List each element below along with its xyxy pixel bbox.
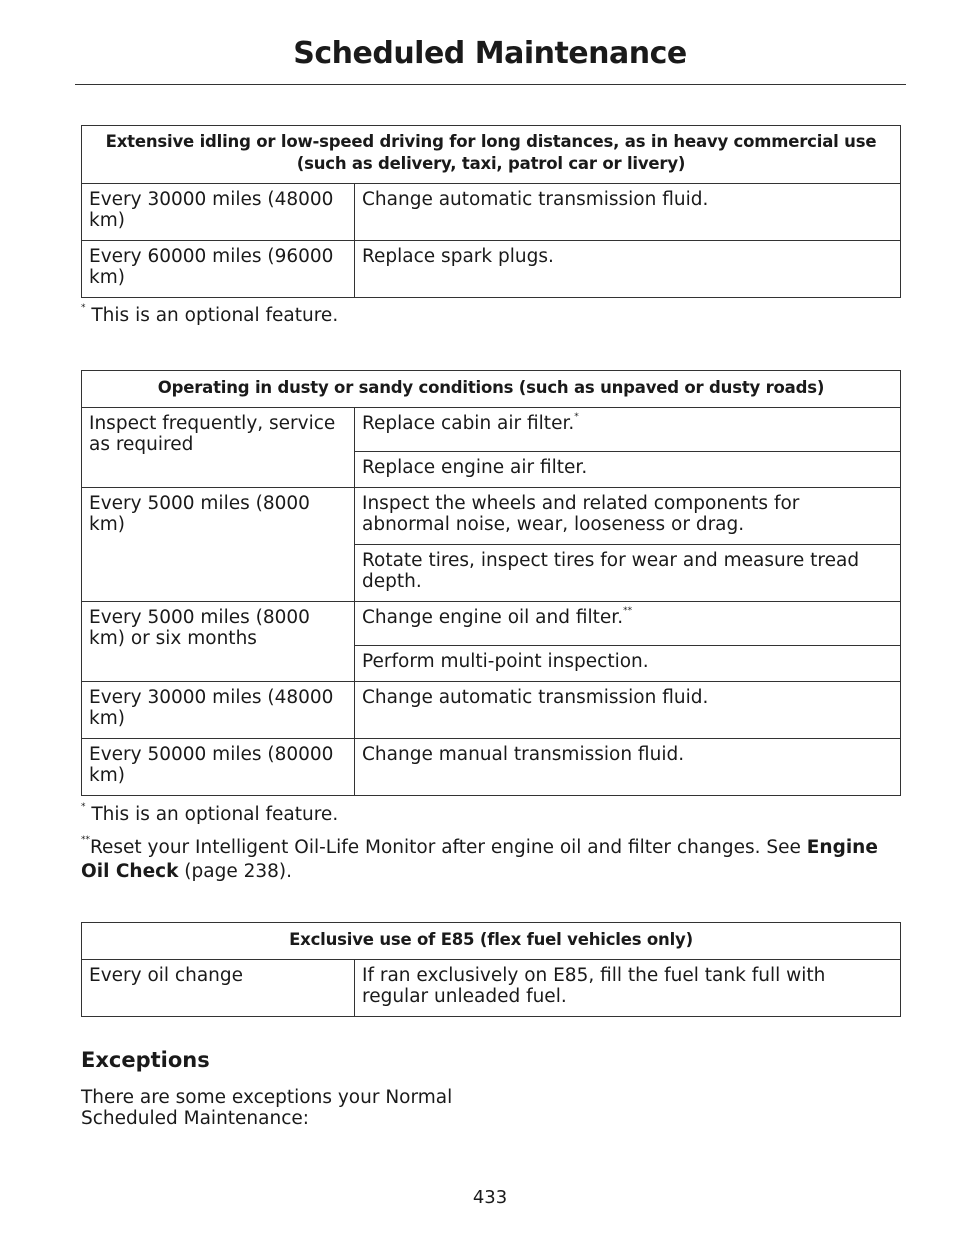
- interval-cell: Every 5000 miles (8000 km) or six months: [82, 602, 355, 682]
- action-cell: Inspect the wheels and related components for abnormal noise, wear, looseness or drag.: [355, 488, 901, 545]
- exceptions-heading: Exceptions: [81, 1048, 210, 1072]
- footnote-mark: *: [81, 802, 86, 812]
- action-text: Replace cabin air filter.: [362, 413, 575, 434]
- action-cell: Rotate tires, inspect tires for wear and measure tread depth.: [355, 545, 901, 602]
- action-cell: If ran exclusively on E85, fill the fuel tank full with regular unleaded fuel.: [355, 960, 901, 1017]
- action-cell: Perform multi-point inspection.: [355, 646, 901, 682]
- interval-cell: Every 5000 miles (8000 km): [82, 488, 355, 602]
- footnote-oil-life-reset: [81, 836, 900, 884]
- exceptions-body: There are some exceptions your Normal Scheduled Maintenance:: [81, 1087, 453, 1129]
- action-cell: Replace engine air filter.: [355, 452, 901, 488]
- action-cell: Change manual transmission fluid.: [355, 739, 901, 796]
- table-row: [82, 241, 901, 298]
- action-cell: Change automatic transmission fluid.: [355, 682, 901, 739]
- table-header: Exclusive use of E85 (flex fuel vehicles only): [82, 923, 901, 960]
- interval-cell: Every 60000 miles (96000 km): [82, 241, 355, 298]
- footnote-mark: **: [623, 606, 633, 616]
- footnote-optional-feature: [81, 803, 900, 827]
- footnote-text: This is an optional feature.: [85, 305, 339, 326]
- action-cell: Change automatic transmission fluid.: [355, 184, 901, 241]
- engine-oil-check-link[interactable]: Engine Oil Check: [81, 837, 878, 882]
- page-title: Scheduled Maintenance: [293, 36, 687, 71]
- table-row: [82, 739, 901, 796]
- interval-cell: Every 30000 miles (48000 km): [82, 184, 355, 241]
- page-reference: (page 238).: [178, 861, 293, 882]
- table-row: [82, 960, 901, 1017]
- table-row: [82, 408, 901, 452]
- footnote-mark: **: [81, 835, 90, 845]
- action-text: Change engine oil and filter.: [362, 607, 624, 628]
- footnote-mark: *: [574, 412, 579, 422]
- interval-cell: Every oil change: [82, 960, 355, 1017]
- table-row: [82, 488, 901, 545]
- footnote-optional-feature: [81, 304, 900, 328]
- title-divider: [75, 84, 906, 85]
- table-row: [82, 602, 901, 646]
- interval-cell: Every 30000 miles (48000 km): [82, 682, 355, 739]
- e85-fuel-table: [81, 922, 901, 1017]
- footnote-mark: *: [81, 303, 86, 313]
- action-cell: [355, 602, 901, 646]
- footnote-text: Reset your Intelligent Oil-Life Monitor after engine oil and filter changes. See: [90, 837, 807, 858]
- table-row: [82, 682, 901, 739]
- action-cell: Replace spark plugs.: [355, 241, 901, 298]
- page-number: 433: [472, 1187, 508, 1208]
- table-header: Extensive idling or low-speed driving for long distances, as in heavy commercial use (such as delivery, taxi, patrol car or livery): [82, 126, 901, 184]
- footnote-text: This is an optional feature.: [85, 804, 339, 825]
- interval-cell: Inspect frequently, service as required: [82, 408, 355, 488]
- table-row: [82, 184, 901, 241]
- idling-maintenance-table: [81, 125, 901, 298]
- action-cell: [355, 408, 901, 452]
- interval-cell: Every 50000 miles (80000 km): [82, 739, 355, 796]
- table-header: Operating in dusty or sandy conditions (such as unpaved or dusty roads): [82, 371, 901, 408]
- dusty-conditions-table: [81, 370, 901, 796]
